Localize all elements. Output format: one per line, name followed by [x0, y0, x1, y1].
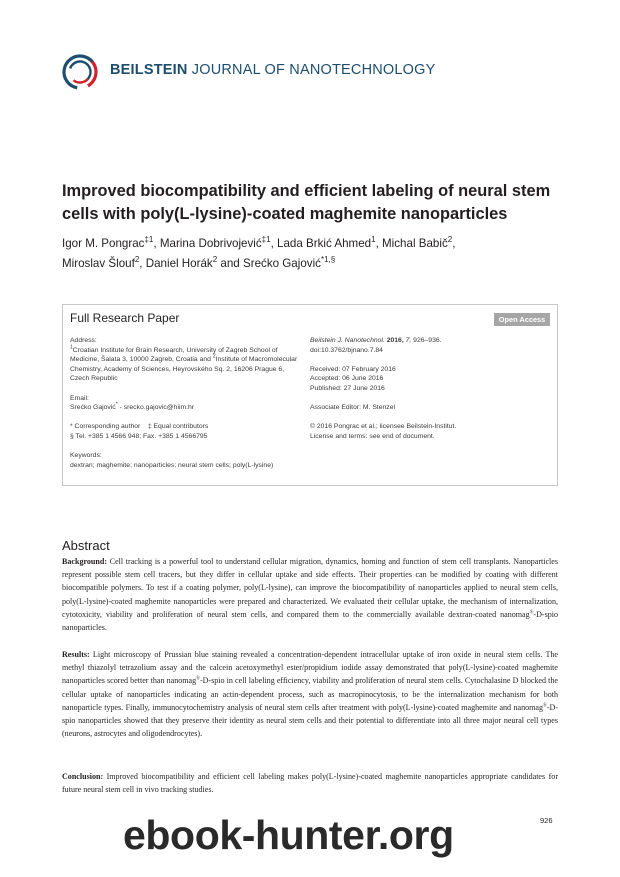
- author-name: Igor M. Pongrac: [62, 237, 145, 250]
- author-affiliation: 2: [212, 255, 218, 265]
- affiliation-number: 1: [70, 344, 73, 351]
- conclusion-label: Conclusion:: [62, 772, 104, 781]
- published-date: Published: 27 June 2016: [310, 384, 385, 392]
- background-label: Background:: [62, 557, 108, 566]
- results-text: -D-spio nanoparticles showed that they preserve their identity as neural stem cells and their potential to differentiate into all three major neural cell types (neurons, astrocytes and oligodendrocytes).: [62, 702, 558, 739]
- journal-name-bold: BEILSTEIN: [110, 62, 188, 78]
- journal-name-rest: JOURNAL OF NANOTECHNOLOGY: [187, 62, 436, 78]
- author-separator: ,: [270, 237, 278, 250]
- author-separator: and: [217, 257, 243, 270]
- abstract-conclusion: [62, 770, 558, 796]
- author-affiliation: *1,§: [320, 255, 336, 265]
- author-separator: ,: [139, 257, 146, 270]
- abstract-heading: Abstract: [62, 538, 110, 553]
- keywords-text: dextran; maghemite; nanoparticles; neural stem cells; poly(L-lysine): [70, 461, 274, 469]
- corresponding-mark: *: [115, 401, 118, 408]
- background-text: Cell tracking is a powerful tool to understand cellular migration, dynamics, homing and function of stem cell transplants. Nanoparticles represent possible stem cell tracers, but they differ in cellular uptake and side effects. Their properties can be modified by coating with different biocompatible polymers. To test if a coating polymer, poly(L-lysine), can improve the biocompatibility of nanoparticles applied to neural stem cells, poly(L-lysine)-coated maghemite nanoparticles were prepared and characterized. We evaluated their cellular uptake, the mechanism of internalization, cytotoxicity, viability and proliferation of neural stem cells, and compared them to the commercially available dextran-coated nanomag: [62, 557, 558, 619]
- author-separator: ,: [452, 237, 456, 250]
- email-line[interactable]: [70, 403, 302, 413]
- results-label: Results:: [62, 650, 90, 659]
- author-separator: ,: [153, 237, 160, 250]
- info-left-column: [70, 336, 302, 470]
- author-affiliation: ‡1: [261, 235, 271, 245]
- received-date: Received: 07 February 2016: [310, 365, 396, 373]
- author-separator: ,: [375, 237, 383, 250]
- affiliation-1: Croatian Institute for Brain Research, University of Zagreb School of Medicine, Šalata 3, 10000 Zagreb, Croatia and: [70, 346, 278, 364]
- citation-year: 2016,: [384, 337, 404, 344]
- author-affiliation: 1: [371, 235, 376, 245]
- citation-volume: 7,: [403, 337, 412, 344]
- info-right-column: [310, 336, 550, 442]
- author-name: Lada Brkić Ahmed: [277, 237, 372, 250]
- beilstein-logo-icon: [60, 52, 100, 92]
- article-type: Full Research Paper: [70, 311, 180, 325]
- email-label: Email:: [70, 394, 89, 402]
- citation-journal: Beilstein J. Nanotechnol.: [310, 337, 385, 344]
- registered-mark: ®: [543, 703, 547, 709]
- affiliation-number: 2: [212, 353, 216, 360]
- author-affiliation: 2: [134, 255, 140, 265]
- results-text: Light microscopy of Prussian blue staining revealed a concentration-dependent intracellular uptake of iron oxide in neural stem cells. The methyl thiazolyl tetrazolium assay and the calcein acetoxymethyl ester/propidium iodide assay demonstrated that poly(L-lysine)-coated maghemite nanoparticles scored better than nanomag: [62, 650, 558, 686]
- email-address[interactable]: - srecko.gajovic@hiim.hr: [117, 404, 195, 412]
- accepted-date: Accepted: 06 June 2016: [310, 375, 384, 383]
- notes-line: * Corresponding author ‡ Equal contributors: [70, 423, 209, 431]
- background-text: -D-spio nanoparticles.: [62, 609, 558, 633]
- author-name: Daniel Horák: [145, 257, 213, 270]
- abstract-background: [62, 555, 558, 634]
- email-author: Srećko Gajović: [70, 404, 116, 412]
- author-name: Miroslav Šlouf: [62, 257, 135, 270]
- author-affiliation: 2: [447, 235, 453, 245]
- address-text: [70, 346, 302, 384]
- license-link[interactable]: License and terms: see end of document.: [310, 432, 435, 440]
- registered-mark: ®: [529, 610, 534, 616]
- contact-line: § Tel. +385 1 4566 948; Fax. +385 1 4566795: [70, 432, 208, 440]
- keywords-label: Keywords:: [70, 452, 102, 460]
- associate-editor: Associate Editor: M. Stenzel: [310, 404, 395, 412]
- results-text: -D-spio in cell labeling efficiency, viability and proliferation of neural stem cells. Cytochalasine D blocked the cellular uptake of nanoparticles indicating an actin-dependent process, such as macropinocytosis, to be the internalization mechanism for both nanoparticle types. Finally, immunocytochemistry analysis of neural stem cells after treatment with poly(L-lysine)-coated maghemite and nanomag: [62, 676, 558, 712]
- author-name: Marina Dobrivojević: [159, 237, 262, 250]
- open-access-badge[interactable]: Open Access: [494, 313, 550, 326]
- author-affiliation: ‡1: [144, 235, 154, 245]
- page-number: 926: [540, 816, 553, 825]
- affiliation-2: Institute of Macromolecular Chemistry, Academy of Sciences, Heyrovského Sq. 2, 16206 Prague 6, Czech Republic: [70, 356, 298, 383]
- citation-pages: 926–936.: [411, 337, 442, 344]
- conclusion-text: Improved biocompatibility and efficient cell labeling makes poly(L-lysine)-coated maghemite nanoparticles appropriate candidates for future neural stem cell in vivo tracking studies.: [62, 772, 558, 795]
- watermark-text: ebook-hunter.org: [123, 812, 454, 858]
- author-name: Srećko Gajović: [242, 257, 321, 270]
- author-list: [62, 234, 562, 274]
- address-label: Address:: [70, 337, 97, 344]
- copyright-notice: © 2016 Pongrac et al.; licensee Beilstein-Institut.: [310, 423, 457, 431]
- citation: [310, 336, 550, 346]
- registered-mark: ®: [196, 676, 200, 682]
- article-title: Improved biocompatibility and efficient labeling of neural stem cells with poly(L-lysine)-coated maghemite nanoparticles: [62, 182, 551, 223]
- abstract-results: [62, 648, 558, 740]
- doi-link[interactable]: doi:10.3762/bjnano.7.84: [310, 346, 383, 354]
- journal-name[interactable]: [110, 62, 436, 78]
- author-name: Michal Babič: [382, 237, 448, 250]
